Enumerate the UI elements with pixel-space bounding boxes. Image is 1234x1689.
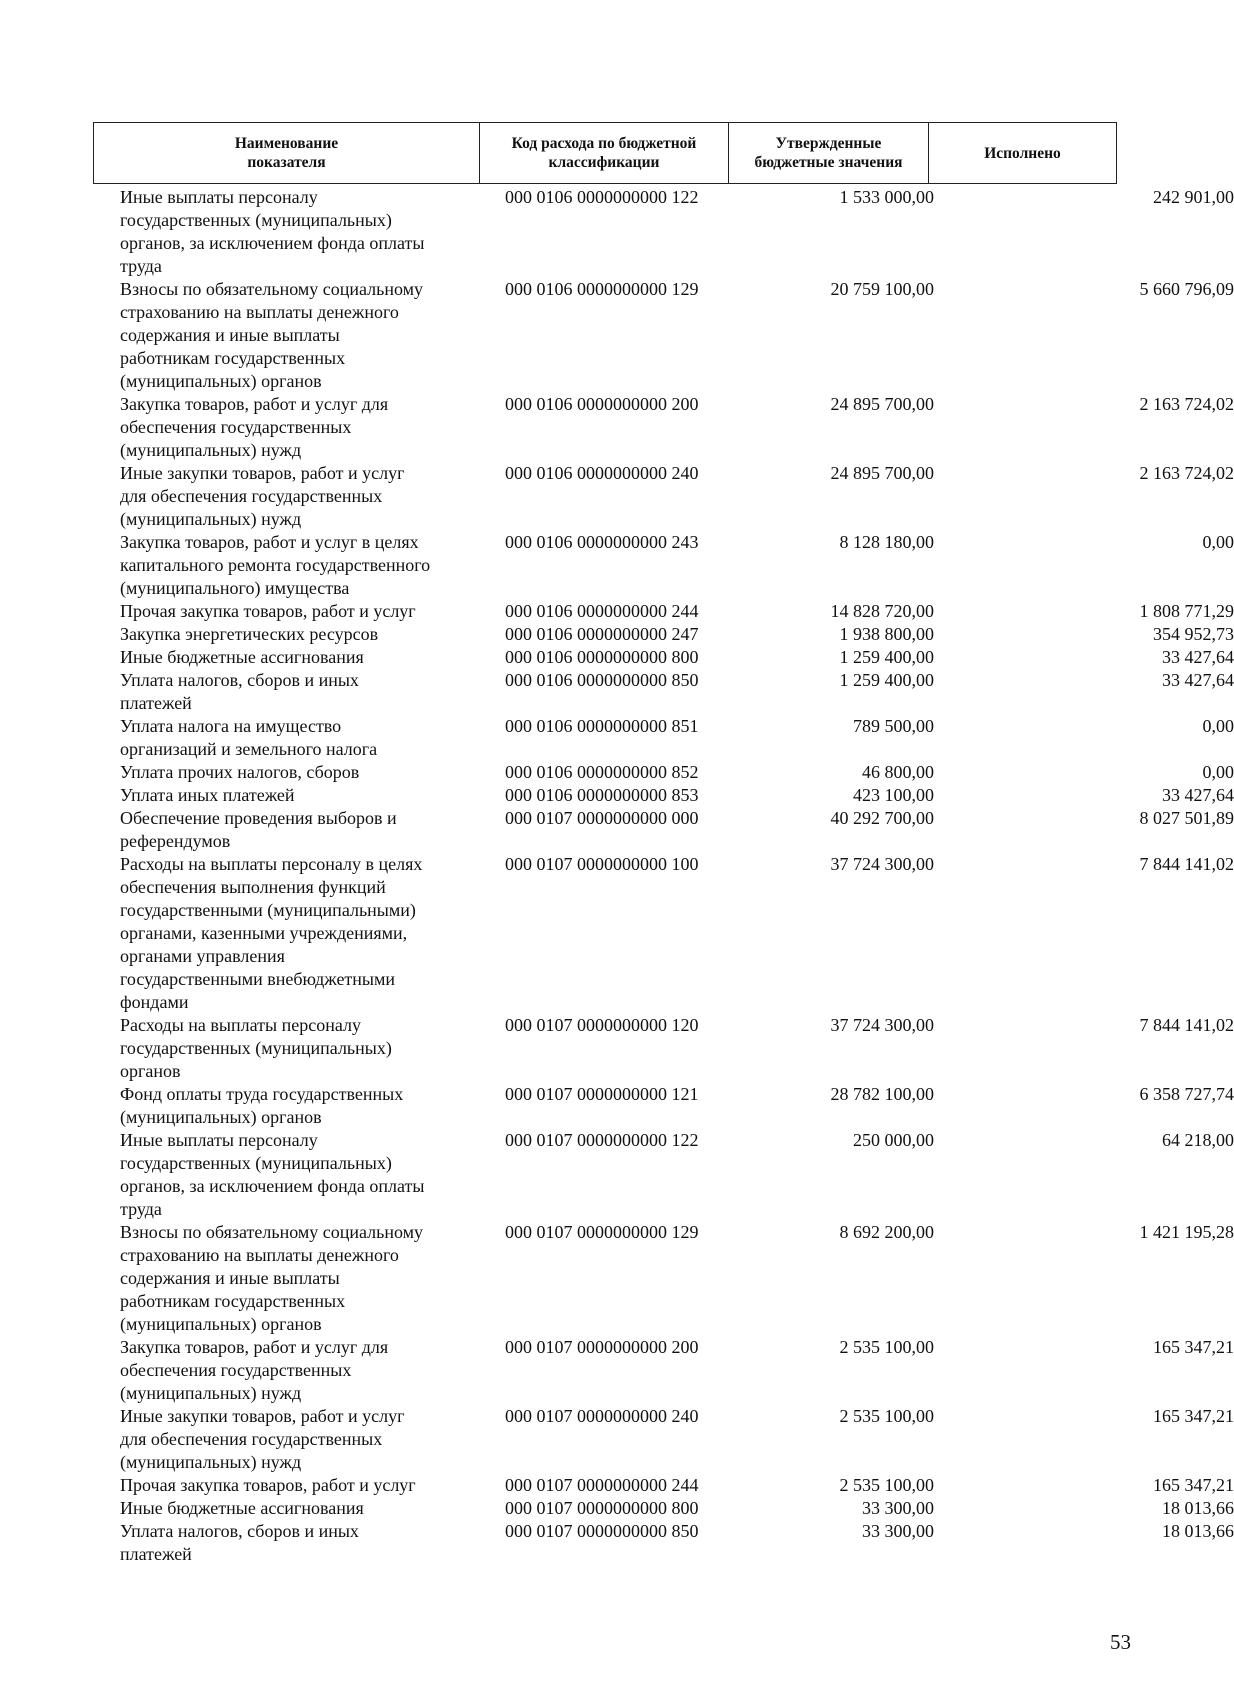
row-code: 000 0107 0000000000 244	[505, 1475, 699, 1495]
table-row	[120, 1083, 1234, 1129]
row-code: 000 0106 0000000000 129	[505, 279, 699, 299]
row-code: 000 0107 0000000000 100	[505, 854, 699, 874]
row-approved: 28 782 100,00	[830, 1084, 934, 1104]
row-name: Уплата налогов, сборов и иных платежей	[120, 1521, 359, 1564]
row-name: Иные закупки товаров, работ и услуг для обеспечения государственных (муниципальных) нужд	[120, 1406, 405, 1472]
row-code: 000 0106 0000000000 240	[505, 463, 699, 483]
row-approved: 33 300,00	[862, 1498, 934, 1518]
row-approved: 2 535 100,00	[839, 1337, 934, 1357]
row-executed: 242 901,00	[1153, 187, 1234, 207]
row-executed: 0,00	[1202, 716, 1234, 736]
row-approved: 46 800,00	[862, 762, 934, 782]
table-row	[120, 761, 1234, 784]
row-code: 000 0107 0000000000 122	[505, 1130, 699, 1150]
table-body	[120, 186, 1234, 1566]
table-row	[120, 278, 1234, 393]
row-executed: 64 218,00	[1162, 1130, 1234, 1150]
row-executed: 354 952,73	[1153, 624, 1234, 644]
row-approved: 24 895 700,00	[830, 463, 934, 483]
table-row	[120, 1014, 1234, 1083]
row-code: 000 0107 0000000000 200	[505, 1337, 699, 1357]
row-approved: 1 259 400,00	[839, 670, 934, 690]
row-code: 000 0106 0000000000 800	[505, 647, 699, 667]
row-code: 000 0107 0000000000 000	[505, 808, 699, 828]
row-name: Фонд оплаты труда государственных (муниципальных) органов	[120, 1084, 404, 1127]
row-code: 000 0107 0000000000 800	[505, 1498, 699, 1518]
row-approved: 2 535 100,00	[839, 1406, 934, 1426]
row-approved: 24 895 700,00	[830, 394, 934, 414]
table-header	[93, 122, 1117, 184]
row-executed: 33 427,64	[1162, 785, 1234, 805]
row-executed: 8 027 501,89	[1139, 808, 1234, 828]
row-code: 000 0106 0000000000 851	[505, 716, 699, 736]
row-approved: 37 724 300,00	[830, 1015, 934, 1035]
row-approved: 8 692 200,00	[839, 1222, 934, 1242]
row-executed: 1 808 771,29	[1139, 601, 1234, 621]
table-row	[120, 715, 1234, 761]
row-code: 000 0107 0000000000 121	[505, 1084, 699, 1104]
row-executed: 2 163 724,02	[1139, 394, 1234, 414]
row-executed: 1 421 195,28	[1139, 1222, 1234, 1242]
header-approved: Утвержденные бюджетные значения	[729, 123, 929, 183]
table-row	[120, 1497, 1234, 1520]
row-code: 000 0106 0000000000 852	[505, 762, 699, 782]
row-executed: 33 427,64	[1162, 670, 1234, 690]
row-name: Взносы по обязательному социальному страхованию на выплаты денежного содержания и иные выплаты работникам государственных (муниципальных) органов	[120, 1222, 424, 1334]
row-name: Закупка энергетических ресурсов	[120, 624, 379, 644]
row-code: 000 0106 0000000000 200	[505, 394, 699, 414]
row-code: 000 0106 0000000000 850	[505, 670, 699, 690]
row-code: 000 0107 0000000000 120	[505, 1015, 699, 1035]
table-row	[120, 1129, 1234, 1221]
row-name: Иные бюджетные ассигнования	[120, 1498, 364, 1518]
table-row	[120, 393, 1234, 462]
row-executed: 165 347,21	[1153, 1406, 1234, 1426]
header-code: Код расхода по бюджетной классификации	[480, 123, 729, 183]
table-row	[120, 646, 1234, 669]
row-code: 000 0106 0000000000 853	[505, 785, 699, 805]
table-row	[120, 1405, 1234, 1474]
row-approved: 789 500,00	[853, 716, 934, 736]
row-name: Расходы на выплаты персоналу государственных (муниципальных) органов	[120, 1015, 392, 1081]
row-code: 000 0106 0000000000 122	[505, 187, 699, 207]
row-executed: 0,00	[1202, 532, 1234, 552]
row-approved: 1 938 800,00	[839, 624, 934, 644]
row-code: 000 0107 0000000000 129	[505, 1222, 699, 1242]
row-executed: 165 347,21	[1153, 1337, 1234, 1357]
row-approved: 33 300,00	[862, 1521, 934, 1541]
row-approved: 8 128 180,00	[839, 532, 934, 552]
row-name: Прочая закупка товаров, работ и услуг	[120, 601, 416, 621]
row-executed: 2 163 724,02	[1139, 463, 1234, 483]
row-executed: 165 347,21	[1153, 1475, 1234, 1495]
row-name: Взносы по обязательному социальному страхованию на выплаты денежного содержания и иные выплаты работникам государственных (муниципальных) органов	[120, 279, 424, 391]
row-executed: 33 427,64	[1162, 647, 1234, 667]
table-row	[120, 784, 1234, 807]
row-name: Иные закупки товаров, работ и услуг для обеспечения государственных (муниципальных) нужд	[120, 463, 405, 529]
row-name: Закупка товаров, работ и услуг для обеспечения государственных (муниципальных) нужд	[120, 1337, 389, 1403]
row-executed: 18 013,66	[1162, 1521, 1234, 1541]
table-row	[120, 531, 1234, 600]
row-executed: 7 844 141,02	[1139, 854, 1234, 874]
table-row	[120, 1221, 1234, 1336]
table-row	[120, 1520, 1234, 1566]
row-name: Закупка товаров, работ и услуг в целях капитального ремонта государственного (муниципального) имущества	[120, 532, 431, 598]
table-row	[120, 186, 1234, 278]
row-code: 000 0106 0000000000 247	[505, 624, 699, 644]
row-approved: 1 533 000,00	[839, 187, 934, 207]
row-approved: 423 100,00	[853, 785, 934, 805]
row-approved: 1 259 400,00	[839, 647, 934, 667]
table-row	[120, 1474, 1234, 1497]
row-approved: 20 759 100,00	[830, 279, 934, 299]
row-executed: 18 013,66	[1162, 1498, 1234, 1518]
row-executed: 6 358 727,74	[1139, 1084, 1234, 1104]
row-name: Иные бюджетные ассигнования	[120, 647, 364, 667]
header-executed: Исполнено	[984, 144, 1061, 162]
row-executed: 0,00	[1202, 762, 1234, 782]
row-code: 000 0106 0000000000 243	[505, 532, 699, 552]
row-name: Иные выплаты персоналу государственных (муниципальных) органов, за исключением фонда оплаты труда	[120, 187, 425, 276]
row-name: Уплата прочих налогов, сборов	[120, 762, 360, 782]
row-name: Прочая закупка товаров, работ и услуг	[120, 1475, 416, 1495]
row-approved: 250 000,00	[853, 1130, 934, 1150]
table-row	[120, 623, 1234, 646]
header-name: Наименование показателя	[94, 123, 480, 183]
row-approved: 40 292 700,00	[830, 808, 934, 828]
row-name: Уплата налога на имущество организаций и земельного налога	[120, 716, 378, 759]
row-code: 000 0107 0000000000 240	[505, 1406, 699, 1426]
row-approved: 14 828 720,00	[830, 601, 934, 621]
row-name: Иные выплаты персоналу государственных (муниципальных) органов, за исключением фонда оплаты труда	[120, 1130, 425, 1219]
table-row	[120, 669, 1234, 715]
row-name: Уплата иных платежей	[120, 785, 295, 805]
table-row	[120, 807, 1234, 853]
row-approved: 2 535 100,00	[839, 1475, 934, 1495]
row-name: Уплата налогов, сборов и иных платежей	[120, 670, 359, 713]
table-row	[120, 853, 1234, 1014]
row-executed: 5 660 796,09	[1139, 279, 1234, 299]
row-code: 000 0106 0000000000 244	[505, 601, 699, 621]
row-name: Закупка товаров, работ и услуг для обеспечения государственных (муниципальных) нужд	[120, 394, 389, 460]
row-name: Расходы на выплаты персоналу в целях обеспечения выполнения функций государственными (муниципальными) органами, казенными учреждениями, органами управления государственными внебюджетными фондами	[120, 854, 423, 1012]
row-name: Обеспечение проведения выборов и референдумов	[120, 808, 397, 851]
table-row	[120, 462, 1234, 531]
table-row	[120, 1336, 1234, 1405]
row-executed: 7 844 141,02	[1139, 1015, 1234, 1035]
row-code: 000 0107 0000000000 850	[505, 1521, 699, 1541]
row-approved: 37 724 300,00	[830, 854, 934, 874]
table-row	[120, 600, 1234, 623]
page-number: 53	[1110, 1630, 1131, 1654]
